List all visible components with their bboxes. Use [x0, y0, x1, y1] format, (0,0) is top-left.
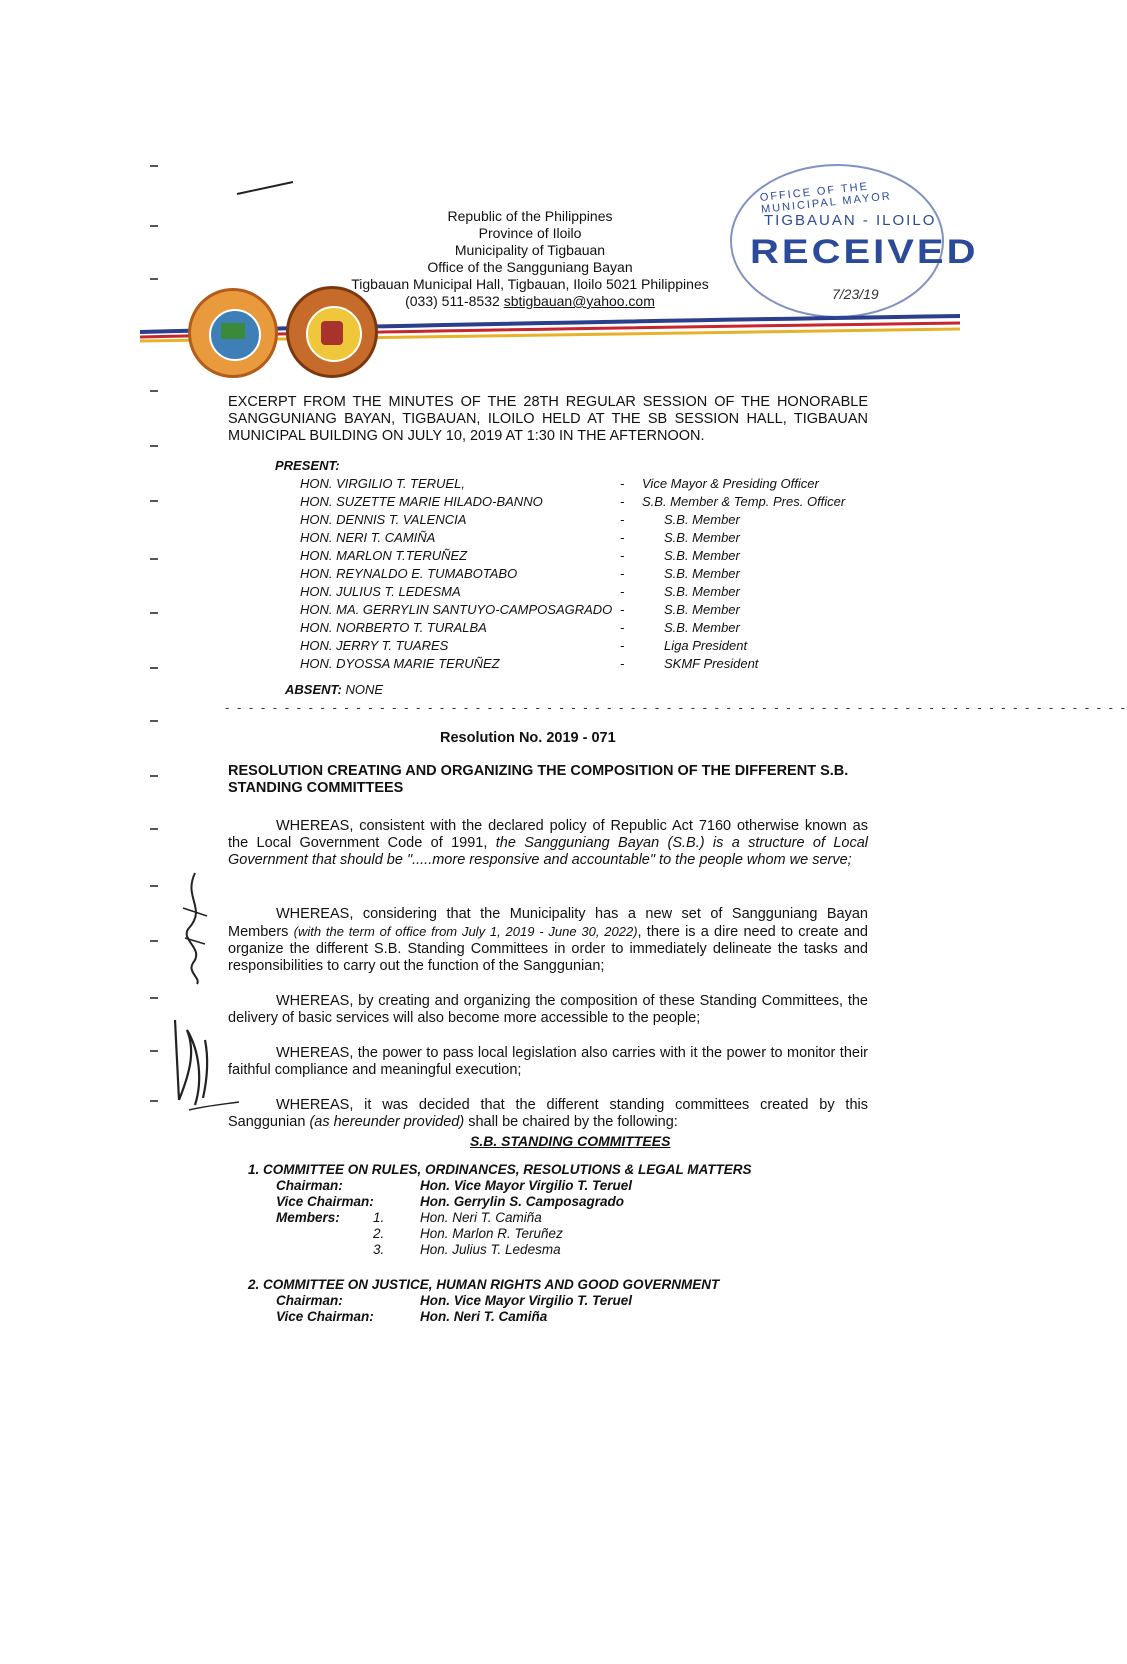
absent-line — [285, 682, 383, 697]
stamp-place: TIGBAUAN - ILOILO — [764, 212, 937, 229]
received-stamp — [720, 160, 979, 320]
whereas-paragraph: WHEREAS, consistent with the declared policy of Republic Act 7160 otherwise known as the Local Government Code of 1991, the Sangguniang Bayan (S.B.) is a structure of Local Government that should be ".....more responsive and accountable" to the people whom we serve; — [228, 818, 868, 868]
margin-mark — [150, 225, 158, 227]
phone: (033) 511-8532 — [405, 293, 500, 309]
margin-mark — [150, 165, 158, 167]
whereas-paragraph: WHEREAS, the power to pass local legislation also carries with it the power to monitor their faithful compliance and meaningful execution; — [228, 1045, 868, 1078]
letterhead-line: Municipality of Tigbauan — [454, 242, 606, 258]
margin-mark — [150, 775, 158, 777]
vice-chairman-label: Vice Chairman: — [276, 1309, 374, 1324]
resolution-number: Resolution No. 2019 - 071 — [440, 730, 616, 746]
present-label: PRESENT: — [275, 458, 340, 473]
whereas-paragraph: WHEREAS, by creating and organizing the composition of these Standing Committees, the delivery of basic services will also become more accessible to the people; — [228, 993, 868, 1026]
margin-mark — [150, 612, 158, 614]
letterhead-line: Office of the Sangguniang Bayan — [427, 259, 633, 275]
member-number: 1. — [373, 1210, 385, 1225]
chairman-name: Hon. Vice Mayor Virgilio T. Teruel — [420, 1293, 633, 1308]
member-name: Hon. Julius T. Ledesma — [420, 1242, 561, 1257]
minutes-excerpt: EXCERPT FROM THE MINUTES OF THE 28TH REGULAR SESSION OF THE HONORABLE SANGGUNIANG BAYAN, TIGBAUAN, ILOILO HELD AT THE SB SESSION HALL, TIGBAUAN MUNICIPAL BUILDING ON JULY 10, 2019 AT 1:30 IN THE AFTERNOON. — [228, 394, 868, 444]
signature-initials — [175, 868, 215, 988]
margin-mark — [150, 278, 158, 280]
margin-mark — [150, 390, 158, 392]
absent-label: ABSENT: — [285, 682, 342, 697]
chairman-label: Chairman: — [276, 1293, 343, 1308]
letterhead — [300, 208, 760, 310]
letterhead-line: Province of Iloilo — [478, 225, 582, 241]
whereas-paragraph: WHEREAS, considering that the Municipality has a new set of Sangguniang Bayan Members (with the term of office from July 1, 2019 - June 30, 2022), there is a dire need to create and organize the different S.B. Standing Committees in order to immediately delineate the tasks and responsibilities to carry out the function of the Sanggunian; — [228, 906, 868, 974]
committee-title: 1. COMMITTEE ON RULES, ORDINANCES, RESOLUTIONS & LEGAL MATTERS — [248, 1162, 752, 1177]
chairman-name: Hon. Vice Mayor Virgilio T. Teruel — [420, 1178, 633, 1193]
signature-initials — [165, 1010, 225, 1110]
letterhead-address: Tigbauan Municipal Hall, Tigbauan, Iloilo 5021 Philippines — [351, 276, 709, 292]
committee-2 — [248, 1277, 868, 1337]
separator: - - - - - - - - - - - - - - - - - - - - - - - - - - - - - - - - - - - - - - - - - - - - - - - - - - - - - - - - - - - - - - - - - - - - - - - - - - - - — [225, 700, 1127, 715]
margin-mark — [150, 500, 158, 502]
committee-1 — [248, 1162, 868, 1262]
member-number: 2. — [373, 1226, 385, 1241]
email-link[interactable]: sbtigbauan@yahoo.com — [503, 293, 655, 309]
whereas-paragraph: WHEREAS, it was decided that the different standing committees created by this Sanggunian (as hereunder provided) shall be chaired by the following: — [228, 1097, 868, 1130]
margin-mark — [150, 940, 158, 942]
attendance-list: HON. VIRGILIO T. TERUEL, - Vice Mayor & Presiding Officer HON. SUZETTE MARIE HILADO-BANNO - S.B. Member & Temp. Pres. Officer HON. DENNIS T. VALENCIA - S.B. Member HON. NERI T. CAMIÑA - S.B. Member HON. MARLON T.TERUÑEZ - S.B. Member HON. REYNALDO E. TUMABOTABO - S.B. Member HON. JULIUS T. LEDESMA - S.B. Member HON. MA. GERRYLIN SANTUYO-CAMPOSAGRADO - S.B. Member HON. NORBERTO T. TURALBA - S.B. Member HON. JERRY T. TUARES - Liga President HON. DYOSSA MARIE TERUÑEZ - SKMF President — [300, 476, 846, 671]
committees-heading: S.B. STANDING COMMITTEES — [470, 1133, 671, 1149]
vice-chairman-name: Hon. Neri T. Camiña — [420, 1309, 548, 1324]
committee-title: 2. COMMITTEE ON JUSTICE, HUMAN RIGHTS AND GOOD GOVERNMENT — [248, 1277, 720, 1292]
margin-mark — [150, 720, 158, 722]
margin-mark — [150, 1050, 158, 1052]
stamp-word: RECEIVED — [750, 233, 979, 271]
stamp-office: OFFICE OF THE MUNICIPAL MAYOR — [759, 180, 893, 216]
pen-stroke — [235, 178, 295, 198]
vice-chairman-name: Hon. Gerrylin S. Camposagrado — [420, 1194, 625, 1209]
stamp-date: 7/23/19 — [832, 286, 879, 302]
margin-mark — [150, 997, 158, 999]
chairman-label: Chairman: — [276, 1178, 343, 1193]
member-name: Hon. Marlon R. Teruñez — [420, 1226, 563, 1241]
vice-chairman-label: Vice Chairman: — [276, 1194, 374, 1209]
margin-mark — [150, 885, 158, 887]
municipality-seal — [188, 288, 278, 378]
member-number: 3. — [373, 1242, 385, 1257]
absent-value: NONE — [345, 682, 383, 697]
margin-mark — [150, 667, 158, 669]
resolution-title: RESOLUTION CREATING AND ORGANIZING THE COMPOSITION OF THE DIFFERENT S.B. STANDING COMMITTEES — [228, 763, 849, 796]
margin-mark — [150, 1100, 158, 1102]
member-name: Hon. Neri T. Camiña — [420, 1210, 542, 1225]
letterhead-contact — [300, 293, 760, 310]
margin-mark — [150, 828, 158, 830]
letterhead-line: Republic of the Philippines — [447, 208, 613, 224]
members-label: Members: — [276, 1210, 340, 1225]
margin-mark — [150, 445, 158, 447]
margin-mark — [150, 558, 158, 560]
